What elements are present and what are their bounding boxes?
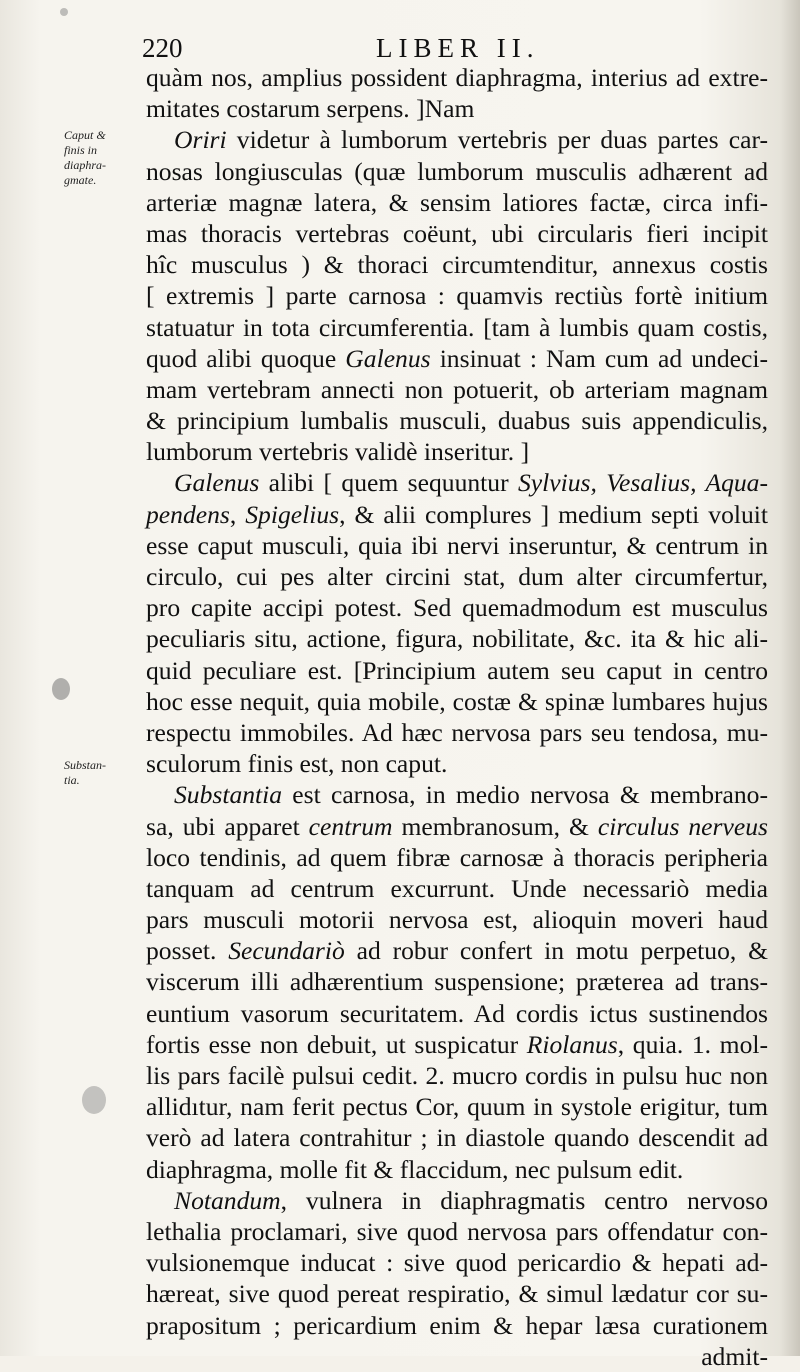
text-line — [146, 124, 768, 155]
text-segment: respectu immobiles. Ad hæc nervosa pars seu tendosa, mu- — [146, 717, 768, 747]
text-segment: , quia. 1. mol- — [617, 1029, 769, 1059]
text-segment: nosas longiusculas (quæ lumborum musculis adhærent ad — [146, 156, 768, 186]
text-segment: tanquam ad centrum excurrunt. Unde necessariò media — [146, 873, 768, 903]
text-line — [146, 561, 768, 592]
text-line — [146, 904, 768, 935]
text-segment: esse caput musculi, quia ibi nervi inseruntur, & centrum in — [146, 530, 768, 560]
text-segment: ad robur confert in motu perpetuo, & — [344, 936, 769, 966]
italic-text: Riolanus — [526, 1029, 618, 1059]
text-segment: , & alii complures ] medium septi voluit — [339, 499, 768, 529]
text-segment: diaphragma, molle fit & flaccidum, nec pulsum edit. — [146, 1154, 684, 1184]
ink-blot — [60, 8, 68, 16]
text-line — [146, 779, 768, 810]
text-segment: hoc esse nequit, quia mobile, costæ & spinæ lumbares hujus — [146, 686, 768, 716]
text-line — [146, 249, 768, 280]
text-segment: posset. — [146, 936, 229, 966]
text-line — [146, 935, 768, 966]
text-line — [146, 499, 768, 530]
italic-text: circulus nerveus — [597, 811, 768, 841]
text-segment: sa, ubi apparet — [146, 811, 309, 841]
text-segment: pro capite accipi potest. Sed quemadmodum est musculus — [146, 593, 768, 623]
margin-note-caput — [64, 128, 144, 188]
text-segment: fortis esse non debuit, ut suspicatur — [146, 1029, 527, 1059]
body-text — [146, 62, 768, 1372]
text-segment: circulo, cui pes alter circini stat, dum alter circumfertur, — [146, 562, 768, 591]
margin-note-line: gmate. — [64, 173, 97, 187]
text-segment: lis pars facilè pulsui cedit. 2. mucro cordis in pulsu huc non — [146, 1061, 768, 1090]
italic-text: Galenus — [174, 468, 260, 498]
text-line — [146, 1060, 768, 1091]
text-segment: quid peculiare est. [Principium autem seu caput in centro — [146, 655, 768, 685]
text-segment: vulsionemque inducat : sive quod pericardio & hepati ad- — [146, 1248, 768, 1278]
text-line — [146, 1091, 768, 1122]
text-segment: alibi [ quem sequuntur — [259, 468, 518, 498]
italic-text: Substantia — [174, 780, 283, 810]
text-segment: mas thoracis vertebras coëunt, ubi circularis fieri incipit — [146, 218, 768, 248]
text-segment: peculiaris situ, actione, figura, nobilitate, &c. ita & hic ali- — [146, 624, 768, 654]
text-line — [146, 966, 768, 997]
text-segment: lethalia proclamari, sive quod nervosa pars offendatur con- — [146, 1216, 768, 1246]
text-segment: prapositum ; pericardium enim & hepar læsa curationem — [146, 1310, 768, 1340]
text-line — [146, 811, 768, 842]
text-line — [146, 218, 768, 249]
text-segment: arteriæ magnæ latera, & sensim latiores factæ, circa infi- — [146, 187, 768, 217]
text-line — [146, 1247, 768, 1278]
text-segment: viscerum illi adhærentium suspensione; præterea ad trans- — [146, 967, 768, 997]
margin-note-substantia — [64, 758, 144, 788]
text-line — [146, 467, 768, 498]
text-line — [146, 1310, 768, 1341]
text-line — [146, 842, 768, 873]
text-line — [146, 187, 768, 218]
italic-text: Oriri — [174, 125, 227, 155]
text-segment: videtur à lumborum vertebris per duas partes car- — [226, 125, 768, 155]
text-segment: lumborum vertebris validè inseritur. ] — [146, 437, 530, 467]
text-segment: mitates costarum serpens. ]Nam — [146, 94, 475, 124]
text-segment: allidıtur, nam ferit pectus Cor, quum in systole erigitur, tum — [146, 1092, 768, 1122]
text-line — [146, 998, 768, 1029]
text-line — [146, 655, 768, 686]
text-line — [146, 717, 768, 748]
text-line — [146, 280, 768, 311]
text-line — [146, 1122, 768, 1153]
text-segment: pars musculi motorii nervosa est, alioquin moveri haud — [146, 905, 768, 935]
text-line — [146, 93, 768, 124]
text-segment: & principium lumbalis musculi, duabus suis appendiculis, — [146, 406, 768, 436]
text-segment: quod alibi quoque — [146, 343, 346, 373]
text-segment: est carnosa, in medio nervosa & membrano- — [282, 780, 768, 810]
text-line — [146, 686, 768, 717]
text-line — [146, 436, 768, 467]
text-segment: hîc musculus ) & thoraci circumtenditur, annexus costis — [146, 250, 768, 280]
italic-text: Spigelius — [245, 499, 340, 529]
ink-blot — [52, 678, 70, 700]
text-segment: membranosum, & — [392, 811, 598, 841]
ink-blot — [82, 1086, 106, 1114]
text-line — [146, 1185, 768, 1216]
text-segment: , vulnera in diaphragmatis centro nervoso — [280, 1185, 768, 1215]
margin-note-line: tia. — [64, 773, 80, 787]
text-line — [146, 1341, 768, 1372]
text-line — [146, 1154, 768, 1185]
margin-note-line: Caput & — [64, 128, 106, 142]
text-line — [146, 873, 768, 904]
text-segment: [ extremis ] parte carnosa : quamvis rectiùs fortè initium — [146, 281, 768, 311]
italic-text: Notandum — [174, 1185, 281, 1215]
margin-note-line: Substan- — [64, 758, 106, 772]
text-segment: insinuat : Nam cum ad undeci- — [430, 343, 769, 373]
text-segment: statuatur in tota circumferentia. [tam à lumbis quam costis, — [146, 312, 768, 342]
text-segment: hæreat, sive quod pereat respiratio, & simul lædatur cor su- — [146, 1279, 768, 1309]
text-line — [146, 1216, 768, 1247]
page-header — [142, 30, 762, 66]
text-segment: admit- — [701, 1341, 768, 1371]
text-segment: sculorum finis est, non caput. — [146, 749, 448, 779]
italic-text: pendens — [146, 499, 230, 529]
text-line — [146, 62, 768, 93]
text-line — [146, 374, 768, 405]
text-line — [146, 623, 768, 654]
text-segment: , — [229, 499, 246, 529]
text-line — [146, 405, 768, 436]
text-line — [146, 1029, 768, 1060]
italic-text: Secundariò — [228, 936, 345, 966]
text-line — [146, 312, 768, 343]
text-line — [146, 343, 768, 374]
text-line — [146, 156, 768, 187]
text-line — [146, 1278, 768, 1309]
text-segment: euntium vasorum securitatem. Ad cordis ictus sustinendos — [146, 998, 768, 1028]
italic-text: Galenus — [345, 343, 431, 373]
text-segment: quàm nos, amplius possident diaphragma, interius ad extre- — [146, 63, 768, 92]
text-line — [146, 592, 768, 623]
running-title: LIBER II. — [376, 33, 540, 63]
page-number: 220 — [142, 33, 183, 63]
text-line — [146, 748, 768, 779]
italic-text: centrum — [308, 811, 393, 841]
italic-text: Sylvius, Vesalius, Aqua- — [517, 468, 768, 498]
text-segment: loco tendinis, ad quem fibræ carnosæ à thoracis peripheria — [146, 842, 768, 872]
text-segment: verò ad latera contrahitur ; in diastole quando descendit ad — [146, 1123, 768, 1153]
text-segment: mam vertebram annecti non potuerit, ob arteriam magnam — [146, 374, 768, 404]
margin-note-line: diaphra- — [64, 158, 106, 172]
text-line — [146, 530, 768, 561]
margin-note-line: finis in — [64, 143, 98, 157]
